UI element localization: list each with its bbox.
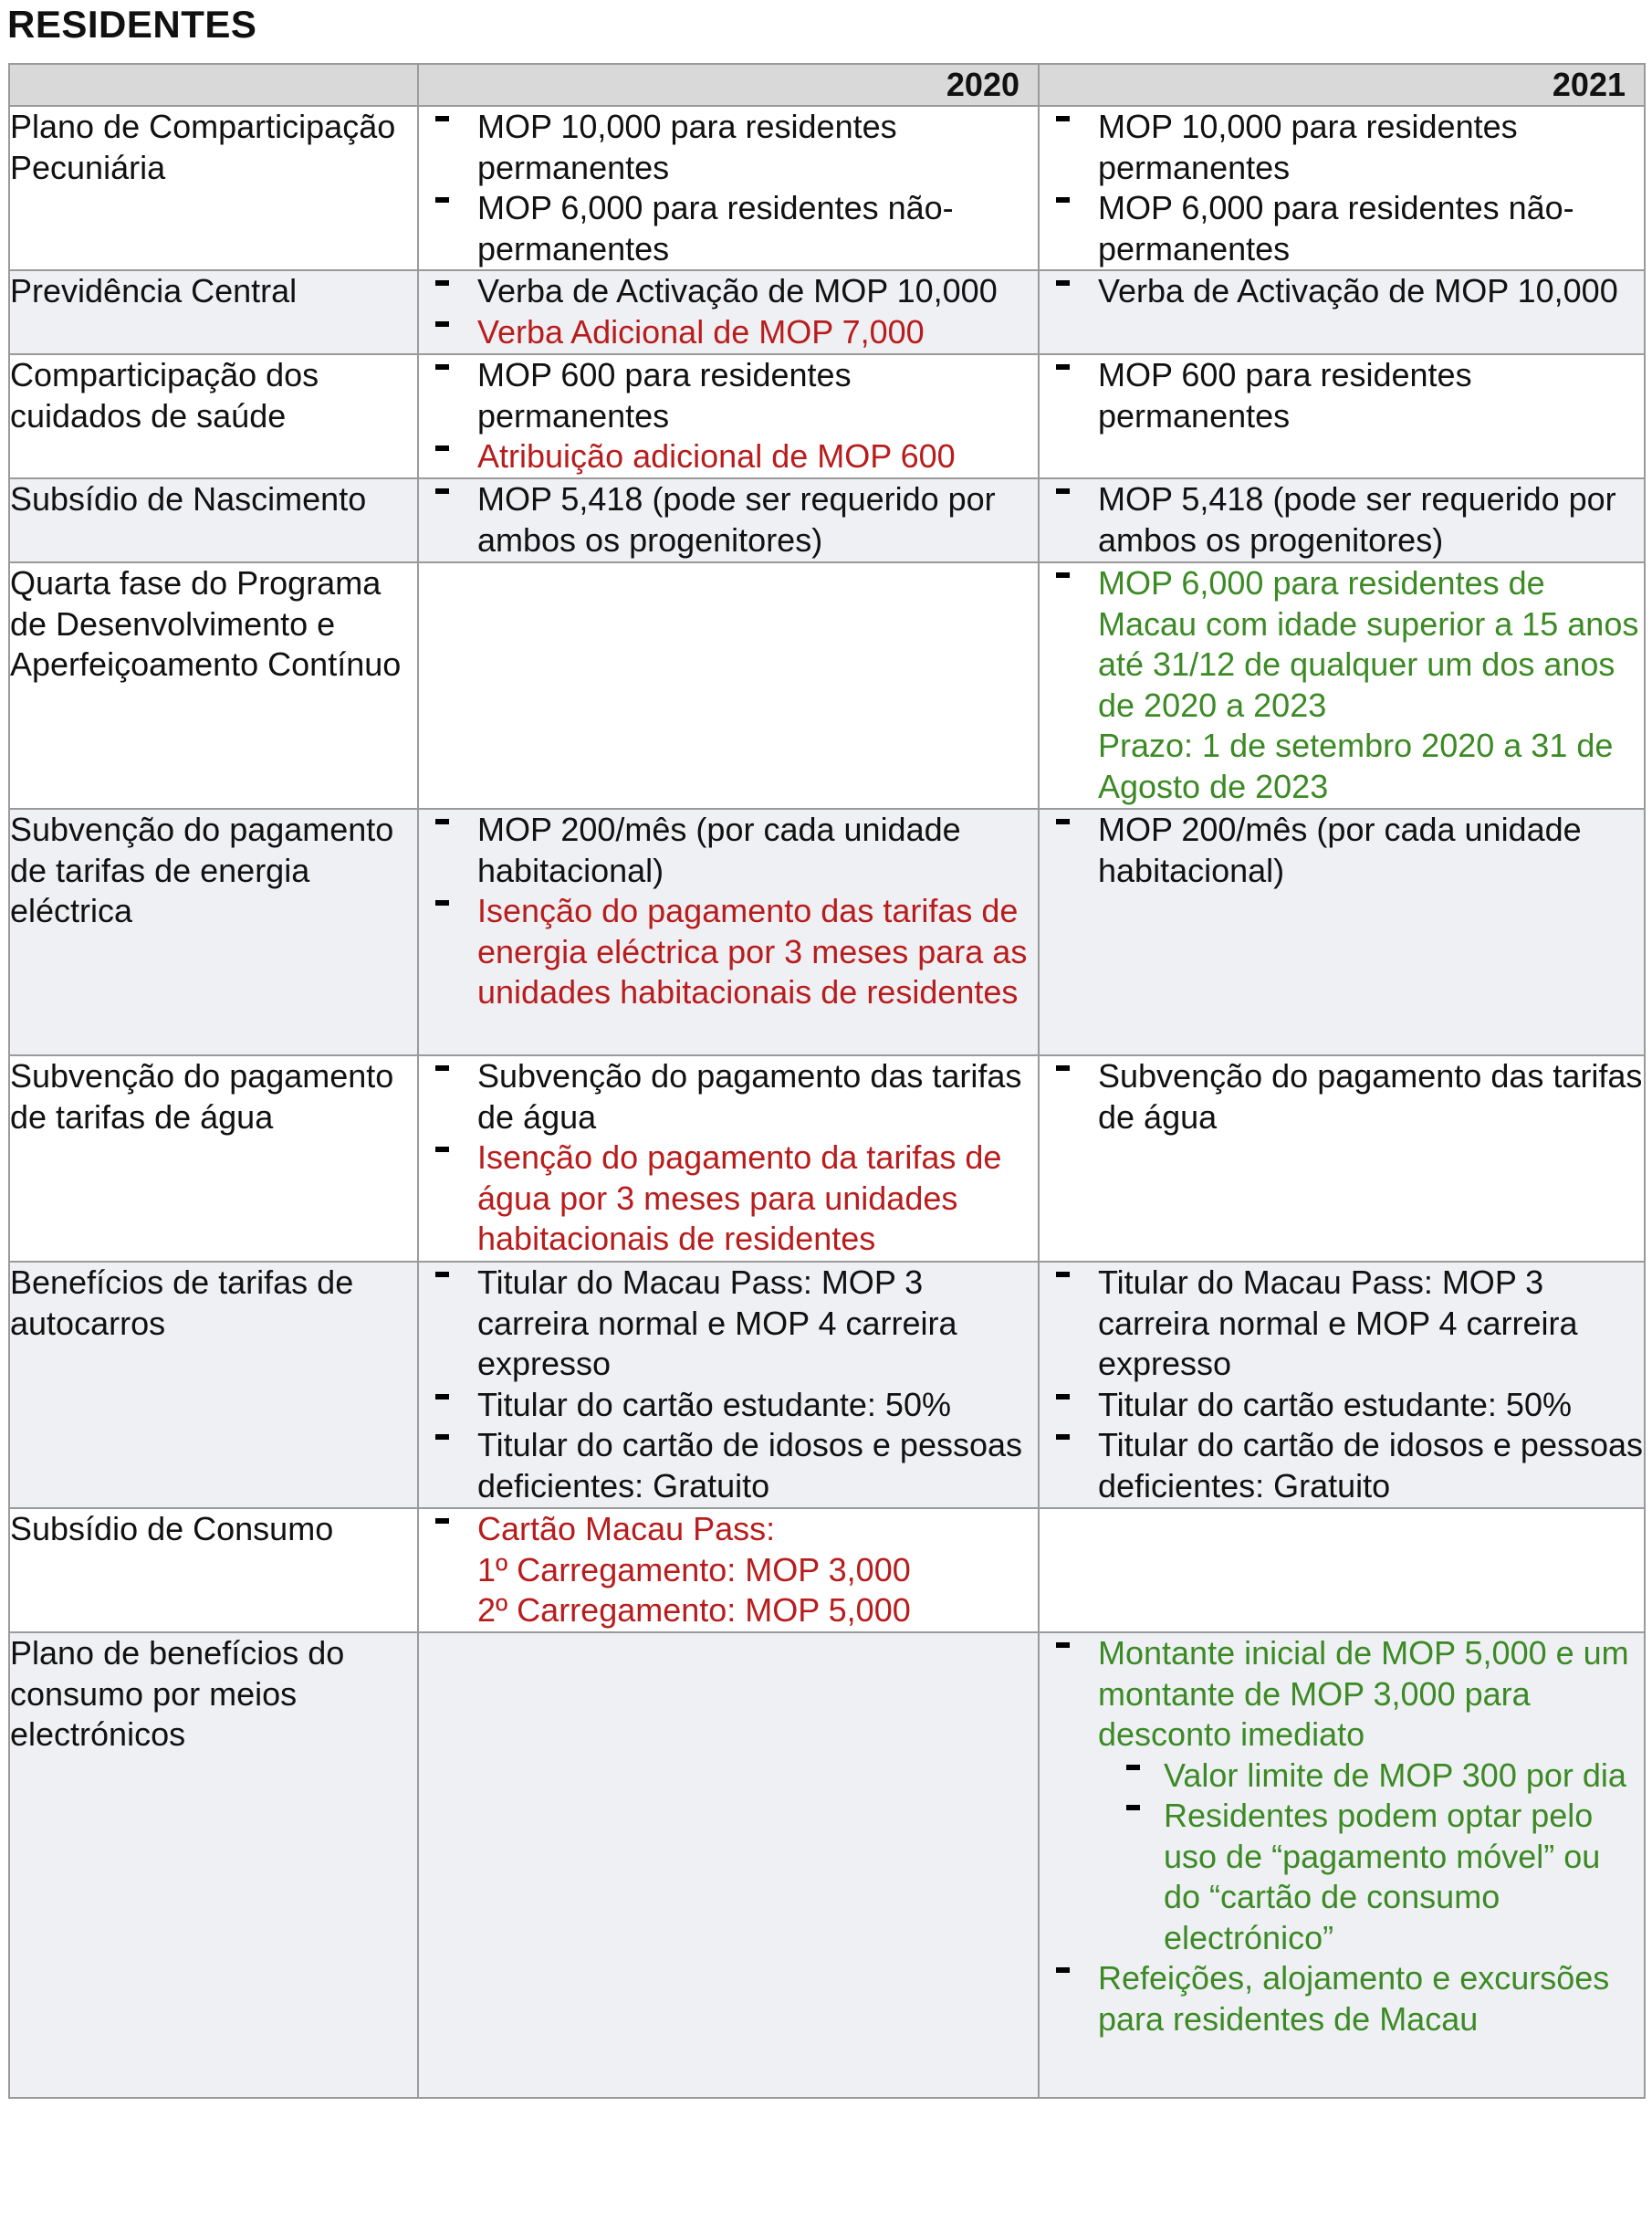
cell-2021 [1039,809,1645,1055]
list-item-line: 1º Carregamento: MOP 3,000 [477,1550,911,1588]
list-item: MOP 6,000 para residentes não-permanentes [1098,188,1644,269]
cell-2020 [418,1508,1039,1632]
row-label: Comparticipação dos cuidados de saúde [9,354,418,478]
table-row [9,1262,1645,1508]
cell-2021 [1039,270,1645,354]
row-label: Subsídio de Nascimento [9,478,418,562]
list-item: Titular do cartão de idosos e pessoas deficientes: Gratuito [1098,1425,1644,1506]
cell-2021 [1039,354,1645,478]
cell-2020 [418,354,1039,478]
row-label: Plano de benefícios do consumo por meios electrónicos [9,1632,418,2098]
header-year-2020: 2020 [418,64,1039,106]
cell-2021 [1039,1055,1645,1262]
row-label: Quarta fase do Programa de Desenvolvimento e Aperfeiçoamento Contínuo [9,562,418,809]
list-item: Atribuição adicional de MOP 600 [477,436,1038,477]
list-item: MOP 10,000 para residentes permanentes [1098,107,1644,188]
list-item: Subvenção do pagamento das tarifas de água [1098,1056,1644,1137]
header-blank-cell [9,64,418,106]
table-row [9,1055,1645,1262]
list-item: MOP 10,000 para residentes permanentes [477,107,1038,188]
table-row [9,270,1645,354]
table-header-row [9,64,1645,106]
list-item-text: Cartão Macau Pass: [477,1510,776,1547]
list-item: MOP 5,418 (pode ser requerido por ambos os progenitores) [1098,479,1644,561]
sub-list-item: Residentes podem optar pelo uso de “pagamento móvel” ou do “cartão de consumo electrónico” [1164,1796,1644,1958]
table-row [9,809,1645,1055]
list-item: MOP 200/mês (por cada unidade habitacional) [1098,810,1644,891]
list-item-text: Montante inicial de MOP 5,000 e um montante de MOP 3,000 para desconto imediato [1098,1634,1629,1753]
cell-2020 [418,1632,1039,2098]
row-label: Subvenção do pagamento de tarifas de energia eléctrica [9,809,418,1055]
list-item: Titular do cartão estudante: 50% [477,1385,1038,1426]
list-item: Isenção do pagamento das tarifas de energia eléctrica por 3 meses para as unidades habitacionais de residentes [477,891,1038,1013]
list-item: Verba de Activação de MOP 10,000 [1098,271,1644,312]
list-item: MOP 200/mês (por cada unidade habitacional) [477,810,1038,891]
cell-2020 [418,478,1039,562]
cell-2021 [1039,1632,1645,2098]
cell-2021 [1039,562,1645,809]
list-item: Titular do Macau Pass: MOP 3 carreira normal e MOP 4 carreira expresso [477,1263,1038,1385]
list-item-text: MOP 6,000 para residentes de Macau com idade superior a 15 anos até 31/12 de qualquer um dos anos de 2020 a 2023 [1098,564,1639,724]
table-row [9,562,1645,809]
list-item: Subvenção do pagamento das tarifas de água [477,1056,1038,1137]
row-label: Subsídio de Consumo [9,1508,418,1632]
cell-2020 [418,809,1039,1055]
header-year-2021: 2021 [1039,64,1645,106]
list-item: Refeições, alojamento e excursões para residentes de Macau [1098,1958,1644,2039]
cell-2021 [1039,1508,1645,1632]
cell-2021 [1039,1262,1645,1508]
table-row [9,106,1645,270]
list-item: MOP 600 para residentes permanentes [477,355,1038,436]
list-item: Verba Adicional de MOP 7,000 [477,312,1038,353]
row-label: Plano de Comparticipação Pecuniária [9,106,418,270]
list-item: Isenção do pagamento da tarifas de água por 3 meses para unidades habitacionais de residentes [477,1137,1038,1260]
list-item: Titular do cartão estudante: 50% [1098,1385,1644,1426]
cell-2020 [418,270,1039,354]
page-title: RESIDENTES [7,3,257,46]
list-item-line: 2º Carregamento: MOP 5,000 [477,1591,911,1629]
list-item: Titular do cartão de idosos e pessoas deficientes: Gratuito [477,1425,1038,1506]
list-item: MOP 6,000 para residentes não-permanentes [477,188,1038,269]
list-item: MOP 600 para residentes permanentes [1098,355,1644,436]
cell-2020 [418,1055,1039,1262]
row-label: Previdência Central [9,270,418,354]
cell-2021 [1039,106,1645,270]
cell-2020 [418,106,1039,270]
list-item: Titular do Macau Pass: MOP 3 carreira normal e MOP 4 carreira expresso [1098,1263,1644,1385]
sub-list-item: Valor limite de MOP 300 por dia [1164,1756,1644,1797]
cell-2020 [418,562,1039,809]
list-item [1098,1633,1644,1958]
row-label: Subvenção do pagamento de tarifas de água [9,1055,418,1262]
deadline-text: Prazo: 1 de setembro 2020 a 31 de Agosto de 2023 [1098,727,1614,805]
row-label: Benefícios de tarifas de autocarros [9,1262,418,1508]
table-row [9,1632,1645,2098]
benefits-table [8,63,1646,2099]
table-row [9,354,1645,478]
cell-2020 [418,1262,1039,1508]
table-row [9,478,1645,562]
list-item: Verba de Activação de MOP 10,000 [477,271,1038,312]
cell-2021 [1039,478,1645,562]
table-row [9,1508,1645,1632]
list-item [477,1509,1038,1631]
list-item [1098,563,1644,807]
list-item: MOP 5,418 (pode ser requerido por ambos os progenitores) [477,479,1038,561]
